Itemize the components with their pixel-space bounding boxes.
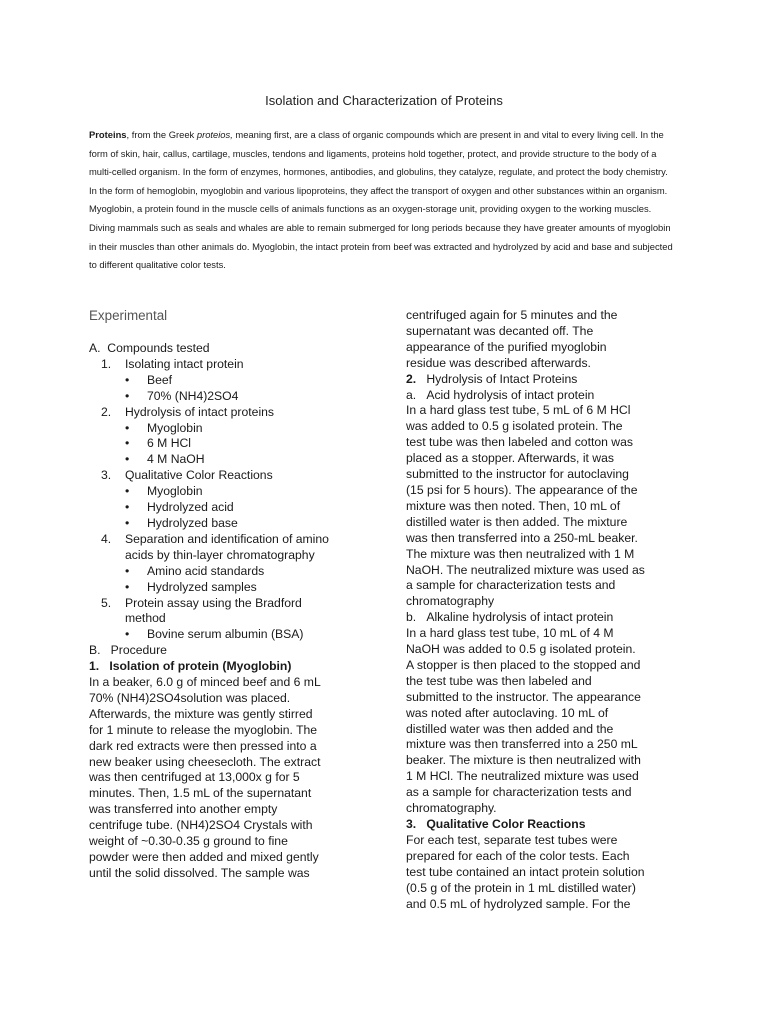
compound-bullet-item — [89, 500, 365, 516]
procedure-text-line: NaOH. The neutralized mixture was used as — [406, 562, 645, 577]
compound-bullet-item — [89, 516, 365, 532]
compound-bullet-text: Amino acid standards — [147, 563, 265, 578]
compound-bullet-item — [89, 436, 365, 452]
compound-group-item — [89, 357, 365, 373]
procedure-text-line: weight of ~0.30-0.35 g ground to fine — [89, 834, 288, 849]
procedure-text-line: dark red extracts were then pressed into a — [89, 738, 317, 753]
compound-group-label: Hydrolysis of intact proteins — [125, 404, 275, 419]
compound-bullet-item — [89, 389, 365, 405]
compound-bullet-text: Beef — [147, 372, 173, 387]
compound-bullet-item — [89, 452, 365, 468]
compound-bullet-text: Myoglobin — [147, 420, 203, 435]
compound-bullet-item — [89, 627, 365, 643]
compound-bullet-text: Hydrolyzed base — [147, 515, 238, 530]
procedure-text-line: mixture was then transferred into a 250 mL — [406, 737, 638, 752]
compound-bullet-text: Bovine serum albumin (BSA) — [147, 627, 304, 642]
compound-group-number: 5. — [101, 595, 112, 610]
procedure-2-title: Hydrolysis of Intact Proteins — [426, 371, 578, 386]
procedure-2b-heading: b. Alkaline hydrolysis of intact protein — [406, 610, 614, 625]
bullet-icon: • — [125, 436, 130, 451]
compound-bullet-item — [89, 421, 365, 437]
procedure-text-line: In a hard glass test tube, 5 mL of 6 M HCl — [406, 403, 631, 418]
bullet-icon: • — [125, 452, 130, 467]
procedure-text-line: supernatant was decanted off. The — [406, 323, 594, 338]
experimental-heading: Experimental — [89, 308, 168, 323]
procedure-text-line: beaker. The mixture is then neutralized with — [406, 753, 641, 768]
procedure-text-line: distilled water is then added. The mixture — [406, 514, 628, 529]
compound-bullet-text: Hydrolyzed samples — [147, 579, 257, 594]
compound-group-number: 4. — [101, 531, 112, 546]
procedure-1-text-continued — [406, 308, 678, 372]
procedure-2-heading — [406, 372, 678, 388]
compound-bullet-item — [89, 564, 365, 580]
section-b-heading: B. Procedure — [89, 643, 167, 658]
procedure-3-heading: 3. Qualitative Color Reactions — [406, 817, 586, 831]
procedure-text-line: NaOH was added to 0.5 g isolated protein. — [406, 642, 636, 657]
procedure-2a-heading: a. Acid hydrolysis of intact protein — [406, 387, 595, 402]
procedure-text-line: the test tube was then labeled and — [406, 673, 592, 688]
compound-bullet-text: Myoglobin — [147, 484, 203, 499]
compound-group-number: 2. — [101, 404, 112, 419]
procedure-text-line: centrifuged again for 5 minutes and the — [406, 308, 618, 322]
procedure-text-line: was then transferred into a 250-mL beaker. — [406, 530, 638, 545]
procedure-text-line: submitted to the instructor. The appearance — [406, 689, 641, 704]
procedure-text-line: Afterwards, the mixture was gently stirred — [89, 706, 313, 721]
procedure-text-line: powder were then added and mixed gently — [89, 850, 319, 864]
procedure-text-line: chromatography. — [406, 801, 497, 816]
bullet-icon: • — [125, 515, 130, 530]
procedure-text-line: new beaker using cheesecloth. The extract — [89, 754, 321, 769]
compound-group-item — [89, 405, 365, 421]
procedure-text-line: chromatography — [406, 594, 495, 609]
compound-group-item — [89, 596, 365, 612]
compound-bullet-item — [89, 580, 365, 596]
procedure-text-line: The mixture was then neutralized with 1 M — [406, 546, 635, 561]
procedure-text-line: test tube was then labeled and cotton was — [406, 435, 633, 450]
procedure-1-text — [89, 675, 365, 882]
procedure-text-line: was added to 0.5 g isolated protein. The — [406, 419, 623, 434]
compound-group-item — [89, 468, 365, 484]
procedure-text-line: For each test, separate test tubes were — [406, 832, 618, 847]
procedure-2b-text — [406, 626, 678, 817]
compound-group-label: Separation and identification of amino — [125, 531, 329, 546]
procedure-text-line: 70% (NH4)2SO4solution was placed. — [89, 690, 291, 705]
bullet-icon: • — [125, 579, 130, 594]
procedure-text-line: mixture was then noted. Then, 10 mL of — [406, 498, 621, 513]
procedure-text-line: placed as a stopper. Afterwards, it was — [406, 451, 614, 466]
compound-bullet-item — [89, 373, 365, 389]
bullet-icon: • — [125, 420, 130, 435]
procedure-text-line: (15 psi for 5 hours). The appearance of the — [406, 482, 638, 497]
bullet-icon: • — [125, 627, 130, 642]
procedure-1-heading: 1. Isolation of protein (Myoglobin) — [89, 659, 292, 674]
compound-bullet-text: Hydrolyzed acid — [147, 500, 234, 515]
section-a-heading: A. Compounds tested — [89, 341, 210, 355]
procedure-text-line: until the solid dissolved. The sample was — [89, 865, 310, 880]
procedure-text-line: for 1 minute to release the myoglobin. The — [89, 722, 318, 737]
procedure-text-line: In a beaker, 6.0 g of minced beef and 6 mL — [89, 675, 321, 690]
intro-lead-after: , from the Greek — [126, 129, 197, 140]
compound-group-label: Protein assay using the Bradford — [125, 595, 302, 610]
compounds-list — [89, 357, 365, 643]
procedure-text-line: prepared for each of the color tests. Each — [406, 848, 630, 863]
procedure-text-line: minutes. Then, 1.5 mL of the supernatant — [89, 786, 312, 801]
procedure-text-line: was noted after autoclaving. 10 mL of — [406, 705, 609, 720]
bullet-icon: • — [125, 500, 130, 515]
compound-group-label: Qualitative Color Reactions — [125, 468, 273, 483]
procedure-text-line: appearance of the purified myoglobin — [406, 339, 607, 354]
bullet-icon: • — [125, 563, 130, 578]
compound-bullet-item — [89, 484, 365, 500]
compound-bullet-text: 70% (NH4)2SO4 — [147, 388, 239, 403]
procedure-text-line: was transferred into another empty — [89, 802, 278, 817]
procedure-text-line: A stopper is then placed to the stopped and — [406, 657, 641, 672]
procedure-2a-text — [406, 403, 678, 610]
procedure-text-line: (0.5 g of the protein in 1 mL distilled water) — [406, 880, 636, 895]
compound-group-number: 1. — [101, 356, 112, 371]
bullet-icon: • — [125, 484, 130, 499]
procedure-3-text — [406, 833, 678, 913]
compound-group-number: 3. — [101, 468, 112, 483]
intro-lead-bold: Proteins — [89, 129, 127, 140]
compound-group-label-continued: acids by thin-layer chromatography — [125, 547, 315, 562]
intro-lead-italic: proteios, — [196, 129, 233, 140]
procedure-text-line: distilled water was then added and the — [406, 721, 614, 736]
procedure-text-line: 1 M HCl. The neutralized mixture was used — [406, 769, 639, 784]
procedure-2-number: 2. — [406, 371, 417, 386]
intro-body: meaning first, are a class of organic compounds which are present in and vital to every living cell. In the form of skin, hair, callus, cartilage, muscles, tendons and ligaments, proteins hold together, protect, and provide structure to the body of a multi-celled organism. In the form of enzymes, hormones, antibodies, and globulins, they catalyze, regulate, and protect the body chemistry. In the form of hemoglobin, myoglobin and various lipoproteins, they affect the transport of oxygen and other substances within an organism. Myoglobin, a protein found in the muscle cells of animals functions as an oxygen-storage unit, providing oxygen to the working muscles. Diving mammals such as seals and whales are able to remain submerged for long periods because they have greater amounts of myoglobin in their muscles than other animals do. Myoglobin, the intact protein from beef was extracted and hydrolyzed by acid and base and subjected to different qualitative color tests. — [89, 129, 673, 271]
page-title: Isolation and Characterization of Proteins — [265, 93, 503, 108]
procedure-text-line: as a sample for characterization tests and — [406, 785, 632, 800]
procedure-text-line: a sample for characterization tests and — [406, 578, 616, 593]
procedure-text-line: In a hard glass test tube, 10 mL of 4 M — [406, 626, 614, 641]
bullet-icon: • — [125, 388, 130, 403]
intro-paragraph — [89, 126, 674, 275]
procedure-text-line: centrifuge tube. (NH4)2SO4 Crystals with — [89, 818, 313, 833]
bullet-icon: • — [125, 372, 130, 387]
procedure-text-line: and 0.5 mL of hydrolyzed sample. For the — [406, 896, 631, 911]
procedure-text-line: was then centrifuged at 13,000x g for 5 — [89, 770, 300, 785]
right-column — [406, 308, 678, 912]
left-column — [89, 308, 365, 882]
compound-bullet-text: 6 M HCl — [147, 436, 192, 451]
compound-group-label: Isolating intact protein — [125, 356, 244, 371]
compound-bullet-text: 4 M NaOH — [147, 452, 205, 467]
procedure-text-line: test tube contained an intact protein solution — [406, 864, 645, 879]
compound-group-label-continued: method — [125, 611, 166, 626]
compound-group-item — [89, 532, 365, 548]
procedure-text-line: residue was described afterwards. — [406, 355, 591, 370]
procedure-text-line: submitted to the instructor for autoclaving — [406, 467, 629, 482]
